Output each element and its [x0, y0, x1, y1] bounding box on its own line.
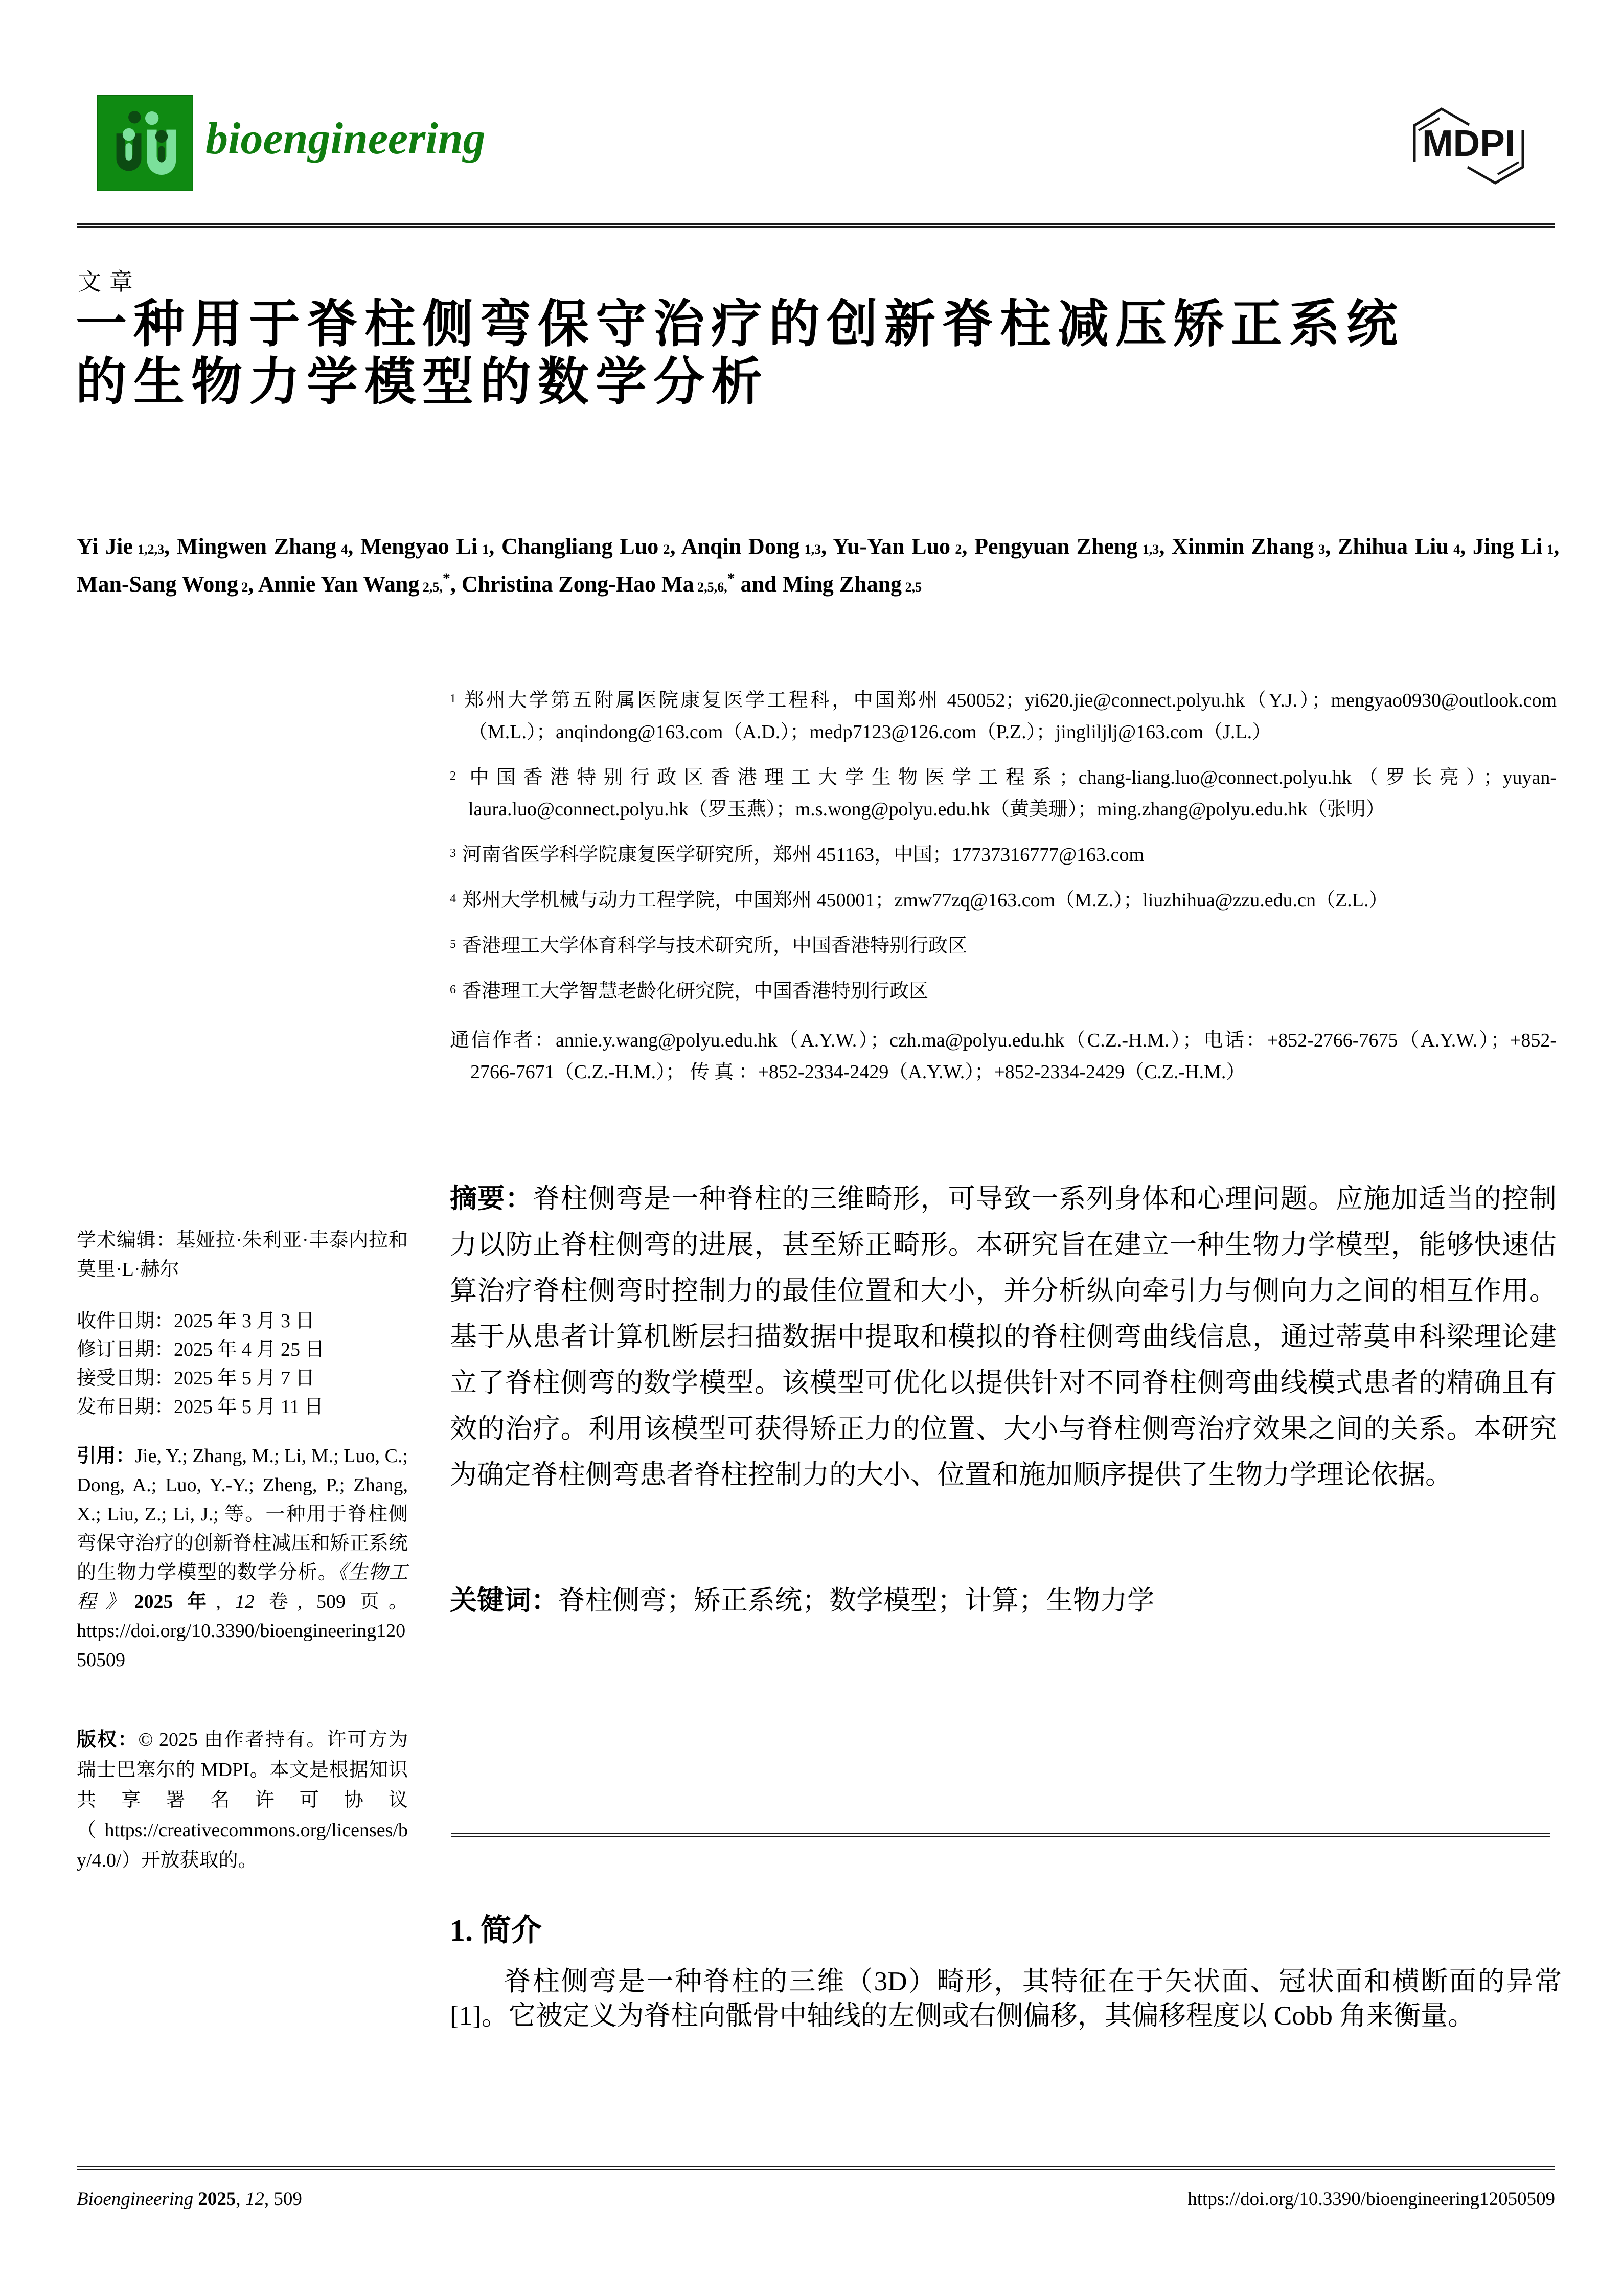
affiliation-text: 香港理工大学体育科学与技术研究所，中国香港特别行政区 [462, 935, 968, 957]
section-heading-introduction: 1. 简介 [450, 1914, 542, 1947]
intro-paragraph: 脊柱侧弯是一种脊柱的三维（3D）畸形，其特征在于矢状面、冠状面和横断面的异常[1]。它被定义为脊柱向骶骨中轴线的左侧或右侧偏移，其偏移程度以 Cobb 角来衡量。 [450, 1967, 1562, 2031]
citation-year: 2025 年 [134, 1591, 216, 1612]
affiliation-text: 中国香港特别行政区香港理工大学生物医学工程系；chang-liang.luo@connect.polyu.hk（罗长亮）；yuyan-laura.luo@connect.polyu.hk（罗玉燕）；m.s.wong@polyu.edu.hk（黄美珊）；ming.zhang@polyu.edu.hk（张明） [462, 767, 1557, 820]
footer-citation: Bioengineering 2025, 12, 509 [77, 2189, 302, 2210]
title-line-2: 的生物力学模型的数学分析 [76, 354, 769, 411]
keywords-text: 脊柱侧弯；矫正系统；数学模型；计算；生物力学 [558, 1586, 1154, 1616]
affiliation-text: 河南省医学科学院康复医学研究所，郑州 451163，中国；17737316777@163.com [462, 844, 1145, 866]
footer-divider [77, 2166, 1555, 2170]
article-type-label: 文章 [78, 269, 141, 295]
page-title [76, 295, 1573, 411]
affiliation-number: 5 [450, 938, 456, 951]
affiliation [450, 883, 1557, 916]
svg-text:MDPI: MDPI [1422, 123, 1515, 164]
citation-label: 引用： [77, 1445, 135, 1467]
footer-year: 2025 [198, 2189, 236, 2210]
affiliation-list [450, 683, 1557, 1088]
footer-doi: https://doi.org/10.3390/bioengineering12050509 [1187, 2189, 1555, 2210]
citation-pages-doi: 卷, 509 页。https://doi.org/10.3390/bioengineering12050509 [77, 1591, 408, 1671]
affiliation [450, 760, 1557, 825]
affiliation-number: 1 [450, 692, 456, 706]
citation-volume: 12 [235, 1591, 255, 1612]
affiliation-number: 3 [450, 847, 456, 860]
affiliation-text: 郑州大学机械与动力工程学院，中国郑州 450001；zmw77zq@163.com（M.Z.）；liuzhihua@zzu.edu.cn（Z.L.） [462, 890, 1388, 911]
history-dates [77, 1307, 408, 1421]
affiliation [450, 837, 1557, 871]
author-list: Yi Jie 1,2,3, Mingwen Zhang 4, Mengyao Li 1, Changliang Luo 2, Anqin Dong 1,3, Yu-Yan Luo 2, Pengyuan Zheng 1,3, Xinmin Zhang 3, Zhihua Liu 4, Jing Li 1, Man-Sang Wong 2, Annie Yan Wang 2,5,*, Christina Zong-Hao Ma 2,5,6,* and Ming Zhang 2,5 [77, 534, 1560, 597]
bioengineering-logo-icon [97, 95, 193, 191]
mdpi-logo-icon [1410, 104, 1527, 188]
academic-editor: 学术编辑：基娅拉·朱利亚·丰泰内拉和莫里·L·赫尔 [77, 1230, 408, 1280]
affiliation-number: 4 [450, 892, 456, 905]
citation-authors: Jie, Y.; Zhang, M.; Li, M.; Luo, C.; Dong, A.; Luo, Y.-Y.; Zheng, P.; Zhang, X.; Liu, Z.; Li, J.; 等。 [77, 1445, 408, 1525]
footer-page: , 509 [264, 2189, 302, 2210]
footer-volume: 12 [245, 2189, 264, 2210]
citation-title: 一种用于脊柱侧弯保守治疗的创新脊柱减压和矫正系统的生物力学模型的数学分析。 [77, 1504, 408, 1583]
journal-wordmark: bioengineering [205, 114, 486, 164]
affiliation-number: 6 [450, 983, 456, 996]
footer-journal: Bioengineering [77, 2189, 194, 2210]
date-published: 发布日期：2025 年 5 月 11 日 [77, 1396, 324, 1418]
affiliation [450, 974, 1557, 1007]
abstract [450, 1176, 1557, 1498]
section-divider [451, 1833, 1550, 1837]
correspondence-note: 通信作者：annie.y.wang@polyu.edu.hk（A.Y.W.）；czh.ma@polyu.edu.hk（C.Z.-H.M.）；电话：+852-2766-7675（A.Y.W.）；+852-2766-7671（C.Z.-H.M.）； 传 真 ：+852-2334-2429（A.Y.W.）；+852-2334-2429（C.Z.-H.M.） [450, 1030, 1557, 1083]
abstract-text: 脊柱侧弯是一种脊柱的三维畸形，可导致一系列身体和心理问题。应施加适当的控制力以防止脊柱侧弯的进展，甚至矫正畸形。本研究旨在建立一种生物力学模型，能够快速估算治疗脊柱侧弯时控制力的最佳位置和大小，并分析纵向牵引力与侧向力之间的相互作用。基于从患者计算机断层扫描数据中提取和模拟的脊柱侧弯曲线信息，通过蒂莫申科梁理论建立了脊柱侧弯的数学模型。该模型可优化以提供针对不同脊柱侧弯曲线模式患者的精确且有效的治疗。利用该模型可获得矫正力的位置、大小与脊柱侧弯治疗效果之间的关系。本研究为确定脊柱侧弯患者脊柱控制力的大小、位置和施加顺序提供了生物力学理论依据。 [450, 1184, 1557, 1490]
copyright-label: 版权： [77, 1729, 139, 1751]
page-footer [77, 2188, 1555, 2210]
citation-note: 引用：Jie, Y.; Zhang, M.; Li, M.; Luo, C.; Dong, A.; Luo, Y.-Y.; Zheng, P.; Zhang, X.; Liu, Z.; Li, J.; 等。一种用于脊柱侧弯保守治疗的创新脊柱减压和矫正系统的生物力学模型的数学分析。《生物工程》2025 年, 12 卷, 509 页。https://doi.org/10.3390/bioengineering12050509 [77, 1445, 408, 1671]
affiliation-text: 郑州大学第五附属医院康复医学工程科，中国郑州 450052；yi620.jie@connect.polyu.hk（Y.J.）；mengyao0930@outlook.com（M.L.）；anqindong@163.com（A.D.）；medp7123@126.com（P.Z.）；jingliljlj@163.com（J.L.） [462, 690, 1557, 743]
affiliation-text: 香港理工大学智慧老龄化研究院，中国香港特别行政区 [462, 981, 929, 1002]
sidebar [77, 1226, 408, 1876]
affiliation [450, 928, 1557, 962]
affiliation-number: 2 [450, 769, 456, 783]
abstract-label: 摘要： [450, 1184, 533, 1214]
affiliation [450, 683, 1557, 748]
citation-journal: 《生物工程》 [77, 1562, 408, 1612]
header-divider [77, 223, 1555, 228]
copyright-note [77, 1725, 408, 1876]
keywords-label: 关键词： [450, 1586, 558, 1616]
title-line-1: 一种用于脊柱侧弯保守治疗的创新脊柱减压矫正系统 [76, 296, 1404, 353]
date-accepted: 接受日期：2025 年 5 月 7 日 [77, 1368, 315, 1389]
date-received: 收件日期：2025 年 3 月 3 日 [77, 1310, 315, 1332]
keywords [450, 1578, 1557, 1624]
copyright-text: © 2025 由作者持有。许可方为瑞士巴塞尔的 MDPI。本文是根据知识共享署名许可协议（https://creativecommons.org/licenses/by/4.0/）开放获取的。 [77, 1729, 408, 1871]
date-revised: 修订日期：2025 年 4 月 25 日 [77, 1339, 325, 1360]
